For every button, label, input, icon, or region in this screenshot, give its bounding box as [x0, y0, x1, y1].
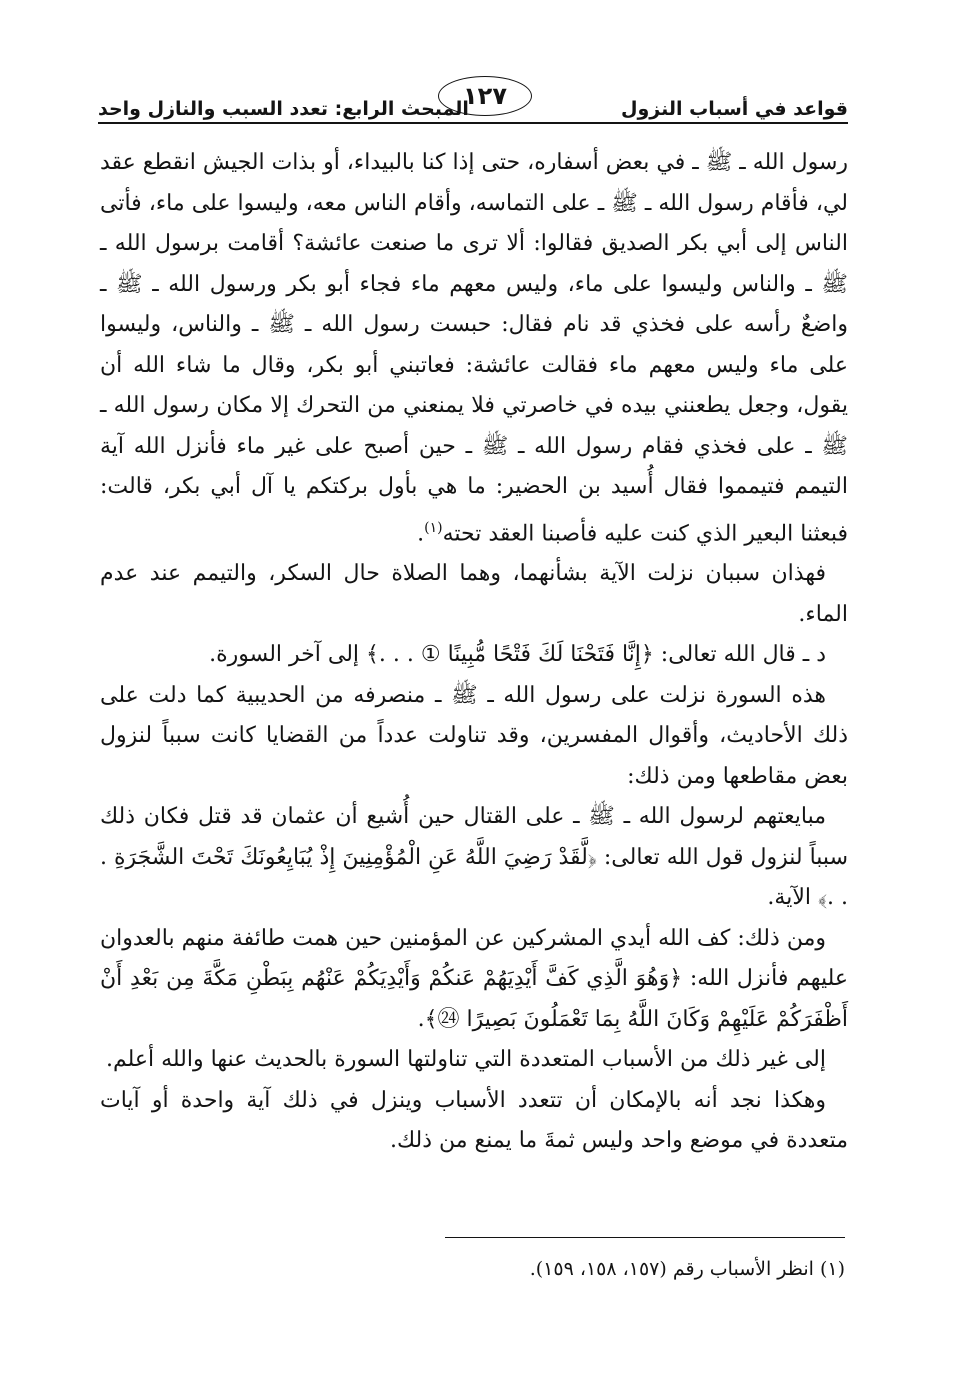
- paragraph-conclusion: وهكذا نجد أنه بالإمكان أن تتعدد الأسباب وينزل في ذلك آية واحدة أو آيات متعددة في موضع واحد وليس ثمةَ ما يمنع من ذلك.: [100, 1087, 848, 1154]
- footnote-marker: (١): [424, 519, 443, 536]
- paragraph-kaff-aydi: ومن ذلك: كف الله أيدي المشركين عن المؤمنين حين همت طائفة منهم بالعدوان عليهم فأنزل الله: ﴿وَهُوَ الَّذِي كَفَّ أَيْدِيَهُمْ عَنكُمْ وَأَيْدِيَكُمْ عَنْهُم بِبَطْنِ مَكَّةَ مِن بَعْدِ أَنْ أَظْفَرَكُمْ عَلَيْهِمْ وَكَانَ اللَّهُ بِمَا تَعْمَلُونَ بَصِيرًا ㉔﴾.: [100, 925, 848, 1032]
- body-text: [100, 143, 848, 1162]
- paragraph-other-causes: إلى غير ذلك من الأسباب المتعددة التي تناولتها السورة بالحديث عنها والله أعلم.: [105, 1047, 826, 1073]
- hadith-text: رسول الله ـ ﷺ ـ في بعض أسفاره، حتى إذا كنا بالبيداء، أو بذات الجيش انقطع عقد لي، فأقام رسول الله ـ ﷺ ـ على التماسه، وأقام الناس معه، وليسوا على ماء، فأتى الناس إلى أبي بكر الصديق فقالوا: ألا ترى ما صنعت عائشة؟ أقامت برسول الله ـ ﷺ ـ والناس وليسوا على ماء، وليس معهم ماء فجاء أبو بكر ورسول الله ـ ﷺ ـ واضعٌ رأسه على فخذي قد نام فقال: حبست رسول الله ـ ﷺ ـ والناس، وليسوا على ماء وليس معهم ماء فقالت عائشة: فعاتبني أبو بكر، وقال ما شاء الله أن يقول، وجعل يطعنني بيده في خاصرتي فلا يمنعني من التحرك إلا مكان رسول الله ـ ﷺ ـ على فخذي فقام رسول الله ـ ﷺ ـ حين أصبح على غير ماء فأنزل الله آية التيمم فتيمموا فقال أُسيد بن الحضير: ما هي بأول بركتكم يا آل أبي بكر، قالت: فبعثنا البعير الذي كنت عليه فأصبنا العقد تحته: [99, 150, 848, 546]
- page-header: [98, 74, 848, 126]
- paragraph-surah-context: هذه السورة نزلت على رسول الله ـ ﷺ ـ منصرفه من الحديبية كما دلت على ذلك الأحاديث، وأقوال المفسرين، وقد تناولت عدداً من القضايا كانت سبباً لنزول بعض مقاطعها ومن ذلك:: [100, 682, 848, 789]
- section-title: المبحث الرابع: تعدد السبب والنازل واحد: [98, 98, 469, 120]
- paragraph-hadith: [100, 143, 848, 554]
- header-rule: [98, 122, 848, 124]
- paragraph-surah-fath: د ـ قال الله تعالى: ﴿إِنَّا فَتَحْنَا لَكَ فَتْحًا مُّبِينًا ① . . .﴾ إلى آخر السورة.: [209, 642, 826, 668]
- book-title: قواعد في أسباب النزول: [620, 98, 848, 120]
- footnote-rule: [445, 1237, 845, 1238]
- paragraph-two-causes: فهذان سببان نزلت الآية بشأنهما، وهما الصلاة حال السكر، والتيمم عند عدم الماء.: [100, 561, 848, 627]
- hadith-end: .: [417, 520, 425, 546]
- paragraph-bayah: مبايعتهم لرسول الله ـ ﷺ ـ على القتال حين أُشيع أن عثمان قد قتل فكان ذلك سبباً لنزول قول الله تعالى: ﴿لَّقَدْ رَضِيَ اللَّهُ عَنِ الْمُؤْمِنِينَ إِذْ يُبَايِعُونَكَ تَحْتَ الشَّجَرَةِ . . .﴾ الآية.: [100, 804, 848, 911]
- page-number: ١٢٧: [438, 76, 532, 116]
- footnote: (١) انظر الأسباب رقم (١٥٧، ١٥٨، ١٥٩).: [529, 1258, 845, 1280]
